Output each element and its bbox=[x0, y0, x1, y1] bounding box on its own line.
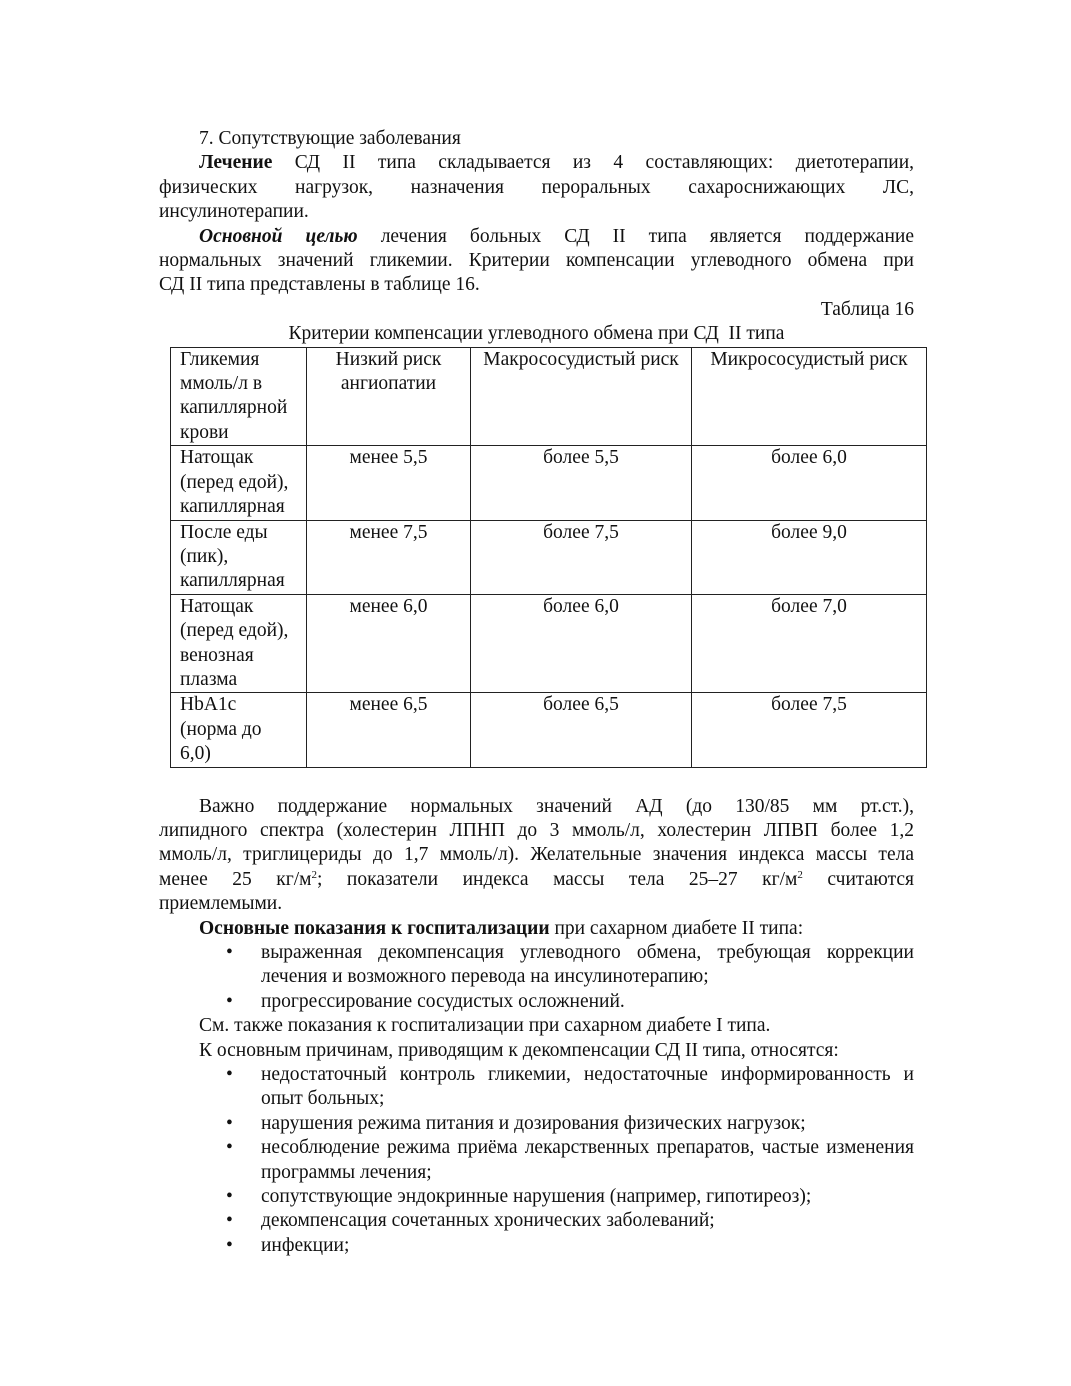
goal-paragraph-line1: Основной целью лечения больных СД II типа является поддержание bbox=[199, 225, 914, 247]
bullet-icon: • bbox=[226, 1112, 233, 1134]
hospitalization-heading: Основные показания к госпитализации при сахарном диабете II типа: bbox=[199, 917, 804, 939]
treatment-bold-term: Лечение bbox=[199, 152, 273, 174]
bullet-icon: • bbox=[226, 942, 233, 963]
see-also-paragraph: См. также показания к госпитализации при сахарном диабете I типа. bbox=[199, 1015, 771, 1037]
list-item: • инфекции; bbox=[159, 1234, 914, 1258]
list-item: • декомпенсация сочетанных хронических заболеваний; bbox=[159, 1209, 914, 1233]
list-item: • несоблюдение режима приёма лекарственных препаратов, частые изменения программы лечения; bbox=[226, 1137, 914, 1183]
causes-heading: К основным причинам, приводящим к декомпенсации СД II типа, относятся: bbox=[199, 1039, 839, 1061]
table-cell: более 7,5 bbox=[471, 520, 692, 594]
bp-paragraph-line1: Важно поддержание нормальных значений АД (до 130/85 мм рт.ст.), bbox=[199, 795, 914, 817]
table-cell: более 6,0 bbox=[692, 446, 927, 520]
table-cell: После еды (пик), капиллярная bbox=[171, 520, 307, 594]
document-page bbox=[159, 127, 914, 1258]
goal-bold-italic-term: Основной целью bbox=[199, 225, 358, 247]
bullet-icon: • bbox=[226, 1186, 233, 1208]
bp-paragraph-line5: приемлемыми. bbox=[159, 893, 283, 915]
goal-paragraph-line2: нормальных значений гликемии. Критерии компенсации углеводного обмена при bbox=[159, 250, 914, 272]
table-cell: менее 5,5 bbox=[307, 446, 471, 520]
table-row bbox=[171, 520, 927, 594]
section-heading: 7. Сопутствующие заболевания bbox=[199, 128, 461, 149]
table-header-cell: Макрососудистый риск bbox=[471, 347, 692, 446]
treatment-paragraph-line1: Лечение СД II типа складывается из 4 составляющих: диетотерапии, bbox=[199, 152, 914, 174]
bp-paragraph-line2: липидного спектра (холестерин ЛПНП до 3 ммоль/л, холестерин ЛПВП более 1,2 bbox=[159, 819, 914, 841]
table-caption: Критерии компенсации углеводного обмена при СД II типа bbox=[288, 323, 785, 345]
table-cell: менее 6,0 bbox=[307, 594, 471, 693]
table-cell: Натощак (перед едой), венозная плазма bbox=[171, 594, 307, 693]
table-row bbox=[171, 693, 927, 767]
table-label: Таблица 16 bbox=[820, 298, 914, 320]
bullet-icon: • bbox=[226, 1234, 233, 1256]
list-item: • недостаточный контроль гликемии, недостаточные информированность и опыт больных; bbox=[226, 1064, 914, 1110]
bullet-icon: • bbox=[226, 1137, 233, 1159]
table-header-row bbox=[171, 347, 927, 446]
table-cell: менее 7,5 bbox=[307, 520, 471, 594]
treatment-paragraph-line2: физических нагрузок, назначения пероральных сахароснижающих ЛС, bbox=[159, 176, 914, 198]
bullet-icon: • bbox=[226, 1210, 233, 1232]
bullet-icon: • bbox=[226, 990, 233, 1012]
causes-list bbox=[159, 1063, 914, 1258]
list-item: • прогрессирование сосудистых осложнений. bbox=[159, 990, 914, 1014]
list-item: • сопутствующие эндокринные нарушения (например, гипотиреоз); bbox=[159, 1185, 914, 1209]
hospitalization-bold-term: Основные показания к госпитализации bbox=[199, 917, 550, 939]
bullet-icon: • bbox=[226, 1064, 233, 1086]
table-header-cell: Микрососудистый риск bbox=[692, 347, 927, 446]
goal-paragraph-line3: СД II типа представлены в таблице 16. bbox=[159, 274, 480, 296]
treatment-paragraph-line3: инсулинотерапии. bbox=[159, 201, 309, 223]
table-row bbox=[171, 594, 927, 693]
table-cell: более 7,0 bbox=[692, 594, 927, 693]
table-cell: Натощак (перед едой), капиллярная bbox=[171, 446, 307, 520]
list-item: • выраженная декомпенсация углеводного обмена, требующая коррекции лечения и возможного перевода на инсулинотерапию; bbox=[226, 942, 914, 988]
table-header-cell: Низкий риск ангиопатии bbox=[307, 347, 471, 446]
table-cell: более 7,5 bbox=[692, 693, 927, 767]
table-cell: более 9,0 bbox=[692, 520, 927, 594]
list-item: • нарушения режима питания и дозирования физических нагрузок; bbox=[159, 1112, 914, 1136]
table-cell: более 6,5 bbox=[471, 693, 692, 767]
bp-paragraph-line3: ммоль/л, триглицериды до 1,7 ммоль/л). Желательные значения индекса массы тела bbox=[159, 844, 914, 866]
hospitalization-list bbox=[159, 941, 914, 1014]
bp-paragraph-line4: менее 25 $кг/м^2$; показатели индекса массы тела 25–27 $кг/м^2$ считаются bbox=[159, 868, 914, 890]
table-header-cell: Гликемия ммоль/л в капиллярной крови bbox=[171, 347, 307, 446]
table-cell: более 5,5 bbox=[471, 446, 692, 520]
table-cell: менее 6,5 bbox=[307, 693, 471, 767]
criteria-table bbox=[170, 347, 927, 768]
table-cell: HbA1c (норма до 6,0) bbox=[171, 693, 307, 767]
table-cell: более 6,0 bbox=[471, 594, 692, 693]
table-row bbox=[171, 446, 927, 520]
